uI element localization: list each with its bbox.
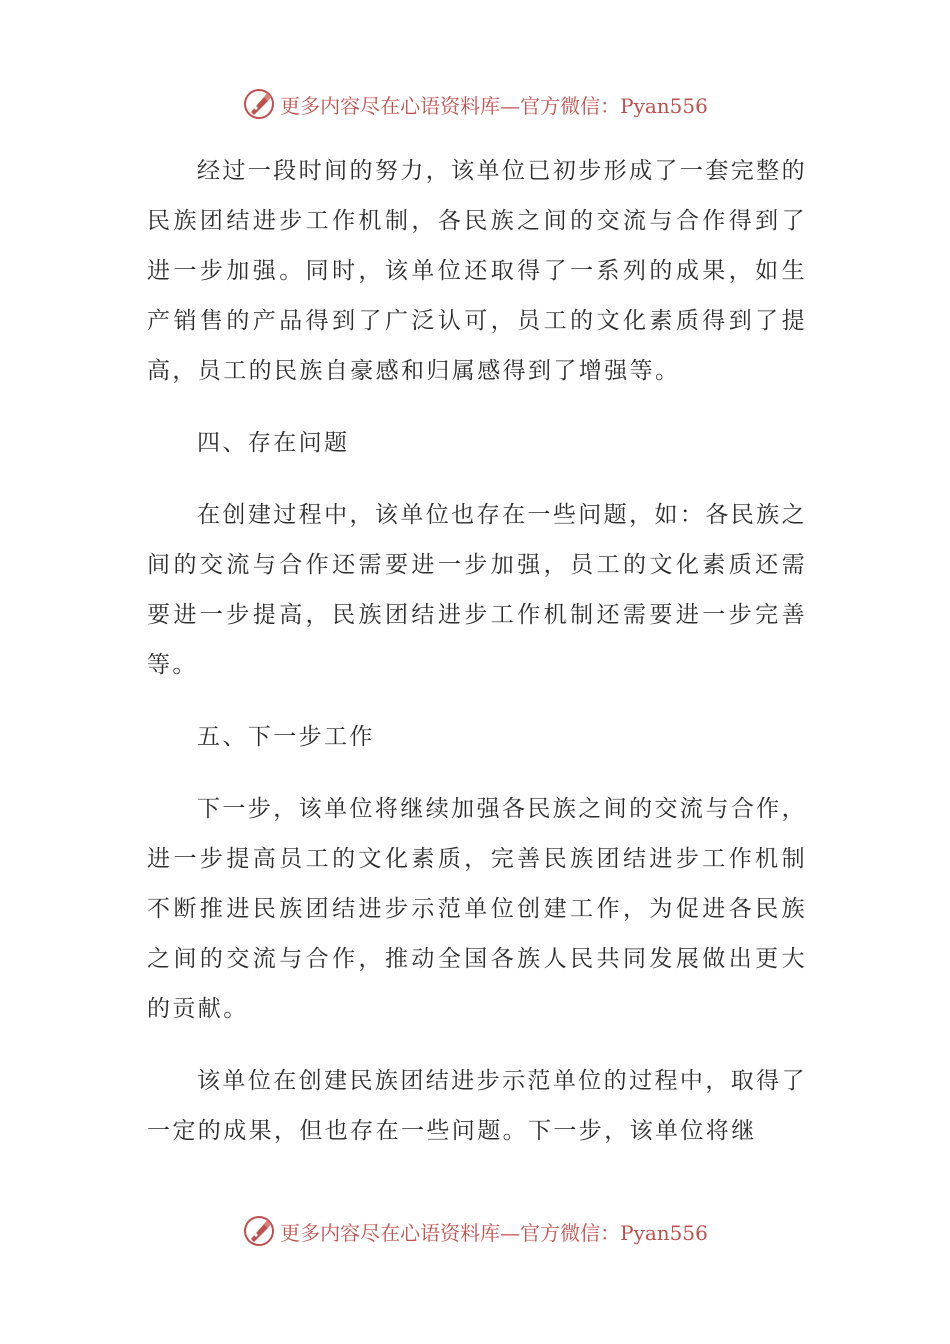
pen-nib-logo-icon (242, 87, 276, 121)
header-banner-text: 更多内容尽在心语资料库—官方微信：Pyan556 (280, 93, 708, 118)
paragraph-problems: 在创建过程中，该单位也存在一些问题，如：各民族之间的交流与合作还需要进一步加强，员工的文化素质还需要进一步提高，民族团结进步工作机制还需要进一步完善等。 (147, 502, 807, 678)
document-body (147, 146, 807, 1156)
section-heading-problems: 四、存在问题 (197, 430, 350, 456)
footer-banner-text: 更多内容尽在心语资料库—官方微信：Pyan556 (280, 1220, 708, 1245)
paragraph-next-steps: 下一步，该单位将继续加强各民族之间的交流与合作，进一步提高员工的文化素质，完善民族团结进步工作机制不断推进民族团结进步示范单位创建工作，为促进各民族之间的交流与合作，推动全国各族人民共同发展做出更大的贡献。 (147, 796, 807, 1022)
paragraph-results: 经过一段时间的努力，该单位已初步形成了一套完整的民族团结进步工作机制，各民族之间的交流与合作得到了进一步加强。同时，该单位还取得了一系列的成果，如生产销售的产品得到了广泛认可，员工的文化素质得到了提高，员工的民族自豪感和归属感得到了增强等。 (147, 158, 807, 384)
pen-nib-logo-icon (242, 1214, 276, 1248)
footer-banner (0, 1211, 950, 1251)
paragraph-summary: 该单位在创建民族团结进步示范单位的过程中，取得了一定的成果，但也存在一些问题。下一步，该单位将继 (147, 1068, 807, 1144)
header-banner (0, 84, 950, 124)
section-heading-next-steps: 五、下一步工作 (197, 724, 375, 750)
